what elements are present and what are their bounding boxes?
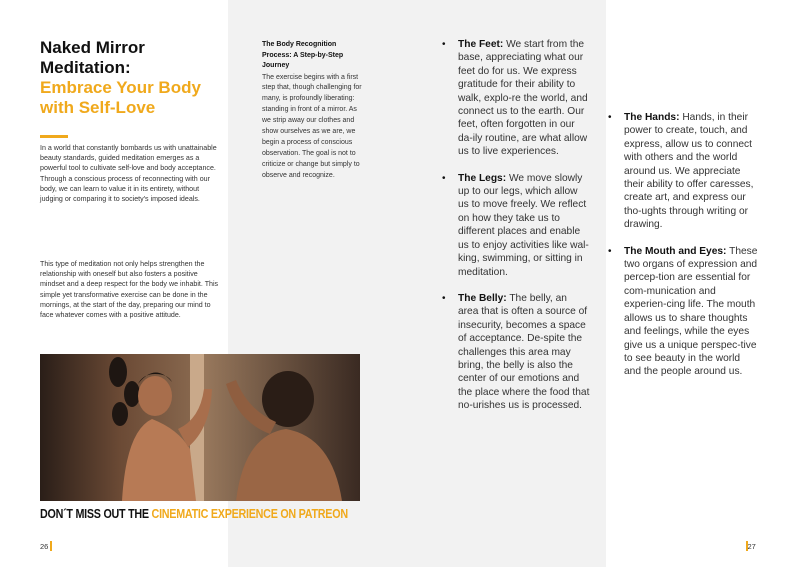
title-line-1: Naked Mirror Meditation: — [40, 38, 145, 77]
list-item-heading: The Mouth and Eyes: — [624, 245, 727, 257]
title-line-2: Embrace Your Body with Self-Love — [40, 78, 201, 117]
bullet-icon: • — [608, 112, 612, 123]
mirror-meditation-photo — [40, 354, 360, 501]
bullet-icon: • — [442, 172, 446, 184]
list-item — [440, 292, 590, 413]
list-item-heading: The Legs: — [458, 172, 507, 184]
bullet-icon: • — [442, 292, 446, 304]
body-parts-list-column-b — [606, 111, 758, 392]
list-item — [606, 245, 758, 379]
banner-highlight: CINEMATIC EXPERIENCE ON PATREON — [151, 507, 348, 521]
folio-bar — [50, 541, 52, 551]
sidebar-body: The exercise begins with a first step that, though challenging for many, is profoundly liberating: standing in front of a mirror. As we strip away our clothes and show ourselves as we are, we begin a process of conscious observation. The goal is not to criticize or change but simply to observe and recognize. — [262, 73, 362, 179]
list-item-heading: The Hands: — [624, 112, 680, 123]
intro-paragraph-2: This type of meditation not only helps strengthen the relationship with oneself but also fosters a positive mindset and a deep respect for the body we inhabit. This simple yet transformative exercise can be done in the mornings, at the start of the day, preparing our mind to face whatever comes with a positive attitude. — [40, 260, 219, 320]
page-number-text: 26 — [40, 542, 49, 551]
list-item — [440, 172, 590, 279]
sidebar-column — [262, 40, 362, 182]
page-title — [40, 38, 225, 118]
list-item-text: The belly, an area that is often a source of insecurity, becomes a space of acceptance. De-spite the challenges this area may bring, the belly is also the center of our emotions and the place where the food that no-urishes us is processed. — [458, 292, 590, 412]
page-number-text: 27 — [747, 542, 756, 551]
list-item-heading: The Feet: — [458, 39, 504, 50]
body-parts-list-column-a — [440, 38, 590, 426]
page-number-right — [746, 541, 756, 551]
list-item-heading: The Belly: — [458, 292, 507, 304]
banner-text: DON´T MISS OUT THE — [40, 507, 152, 521]
accent-rule — [40, 135, 68, 138]
list-item — [606, 111, 758, 232]
list-item-text: We start from the base, appreciating what our feet do for us. We express gratitude for their ability to walk, explo-re the world, and connect us to the earth. Our feet, often forgotten in our da-ily routine, are what allow us to live experiences. — [458, 39, 588, 158]
bullet-icon: • — [442, 39, 446, 50]
list-item-text: We move slowly up to our legs, which allow us to move freely. We reflect on how they take us to different places and enable us to enjoy activities like wal-king, swimming, or sitting in meditation. — [458, 172, 589, 278]
intro-paragraph-1: In a world that constantly bombards us with unattainable beauty standards, guided meditation emerges as a powerful tool to cultivate self-love and body acceptance. Through a conscious process of reconnecting with our body, we can learn to value it in its entirety, without judging or comparing it to society's imposed ideals. — [40, 144, 217, 204]
bullet-icon: • — [608, 245, 612, 257]
list-item-text: These two organs of expression and percep-tion are essential for com-munication and experien-cing life. The mouth allows us to share thoughts and feelings, while the eyes give us a unique perspec-tive to see beauty in the world and the people around us. — [624, 245, 758, 378]
patreon-banner — [40, 507, 348, 521]
sidebar-heading: The Body Recognition Process: A Step-by-Step Journey — [262, 41, 344, 69]
list-item — [440, 38, 590, 159]
page-number-left — [40, 541, 52, 551]
list-item-text: Hands, in their power to create, touch, and express, allow us to connect with others and the world around us. We appreciate their ability to offer caresses, create art, and express our tho-ughts through writing or drawing. — [624, 112, 754, 231]
